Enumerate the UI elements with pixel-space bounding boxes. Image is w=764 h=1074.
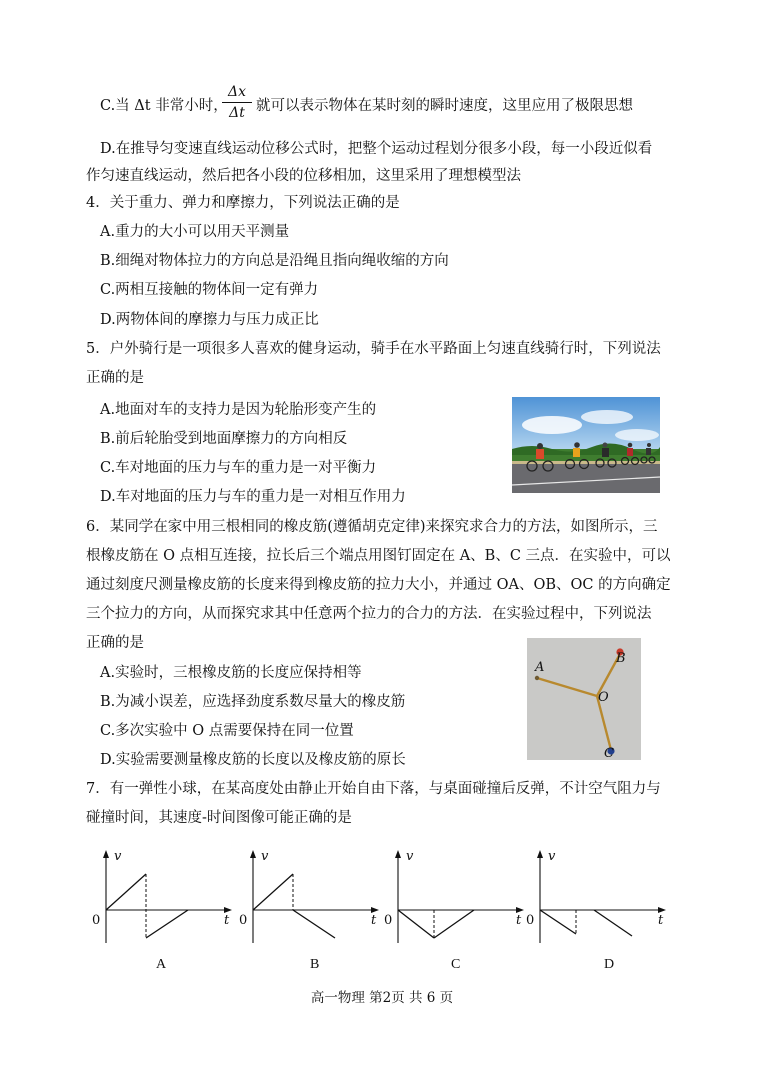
q4-option-a: A.重力的大小可以用天平测量 [100, 224, 290, 240]
q7-stem-line2: 碰撞时间，其速度-时间图像可能正确的是 [86, 810, 352, 826]
graph-b [235, 848, 385, 948]
graph-c-t-label: t [516, 913, 522, 928]
rubber-band-drawing [527, 638, 641, 760]
cycling-photo [512, 397, 660, 493]
q6-option-c: C.多次实验中 O 点需要保持在同一位置 [100, 723, 354, 739]
graph-c-v-label: v [406, 849, 414, 864]
graph-d-t-label: t [658, 913, 664, 928]
graph-c-label: C [451, 957, 461, 972]
fig-label-b: B [616, 651, 626, 666]
graph-a [88, 848, 238, 948]
graph-d-origin: 0 [526, 913, 535, 928]
graph-a-label: A [156, 957, 167, 972]
fig-label-c: C [604, 746, 614, 760]
q3-fraction-numerator: Δx [227, 84, 246, 100]
rubber-band-figure [527, 638, 641, 760]
q3-option-d-line1: D.在推导匀变速直线运动位移公式时，把整个运动过程划分很多小段，每一小段近似看 [100, 141, 653, 157]
page-footer: 高一物理 第2页 共 6 页 [310, 990, 454, 1006]
graph-a-v-label: v [114, 849, 122, 864]
q6-option-b: B.为减小误差，应选择劲度系数尽量大的橡皮筋 [100, 694, 406, 710]
q5-stem-line2: 正确的是 [86, 370, 144, 386]
q6-option-a: A.实验时，三根橡皮筋的长度应保持相等 [100, 665, 362, 681]
q5-option-d: D.车对地面的压力与车的重力是一对相互作用力 [100, 489, 406, 505]
graph-b-v-label: v [261, 849, 269, 864]
q4-option-b: B.细绳对物体拉力的方向总是沿绳且指向绳收缩的方向 [100, 253, 449, 269]
fig-label-o: O [598, 690, 609, 705]
graph-c-origin: 0 [384, 913, 393, 928]
q3-fraction-denominator: Δt [229, 105, 245, 121]
fig-label-a: A [535, 660, 545, 675]
q6-stem-line5: 正确的是 [86, 635, 144, 651]
graph-b-label: B [310, 957, 320, 972]
q5-stem-line1: 5．户外骑行是一项很多人喜欢的健身运动，骑手在水平路面上匀速直线骑行时，下列说法 [86, 341, 661, 357]
graph-c [380, 848, 530, 948]
q5-option-a: A.地面对车的支持力是因为轮胎形变产生的 [100, 402, 377, 418]
q4-option-c: C.两相互接触的物体间一定有弹力 [100, 282, 319, 298]
graph-b-t-label: t [371, 913, 377, 928]
q3-option-c [100, 96, 228, 116]
q6-stem-line3: 通过刻度尺测量橡皮筋的长度来得到橡皮筋的拉力大小，并通过 OA、OB、OC 的方向确定 [86, 577, 671, 593]
q7-stem-line1: 7．有一弹性小球，在某高度处由静止开始自由下落，与桌面碰撞后反弹，不计空气阻力与 [86, 781, 661, 797]
graph-a-t-label: t [224, 913, 230, 928]
q3-option-d-line2: 作匀速直线运动，然后把各小段的位移相加，这里采用了理想模型法 [86, 168, 521, 184]
q6-stem-line1: 6．某同学在家中用三根相同的橡皮筋(遵循胡克定律)来探究求合力的方法，如图所示，三 [86, 519, 658, 535]
graph-b-origin: 0 [239, 913, 248, 928]
q4-stem: 4．关于重力、弹力和摩擦力，下列说法正确的是 [86, 195, 400, 211]
q5-option-b: B.前后轮胎受到地面摩擦力的方向相反 [100, 431, 348, 447]
q4-option-d: D.两物体间的摩擦力与压力成正比 [100, 312, 319, 328]
graph-d [522, 848, 672, 948]
graph-a-origin: 0 [92, 913, 101, 928]
q6-option-d: D.实验需要测量橡皮筋的长度以及橡皮筋的原长 [100, 752, 406, 768]
q6-stem-line4: 三个拉力的方向，从而探究求其中任意两个拉力的合力的方法．在实验过程中，下列说法 [86, 606, 652, 622]
graph-d-v-label: v [548, 849, 556, 864]
cycling-photo-drawing [512, 397, 660, 493]
q3-option-c-pre: C.当 Δt 非常小时， [100, 98, 228, 114]
graph-d-label: D [604, 957, 615, 972]
q5-option-c: C.车对地面的压力与车的重力是一对平衡力 [100, 460, 377, 476]
q6-stem-line2: 根橡皮筋在 O 点相互连接，拉长后三个端点用图钉固定在 A、B、C 三点．在实验中，可以 [86, 548, 671, 564]
q3-fraction [222, 83, 252, 122]
q3-option-c-post: 就可以表示物体在某时刻的瞬时速度，这里应用了极限思想 [256, 98, 633, 114]
